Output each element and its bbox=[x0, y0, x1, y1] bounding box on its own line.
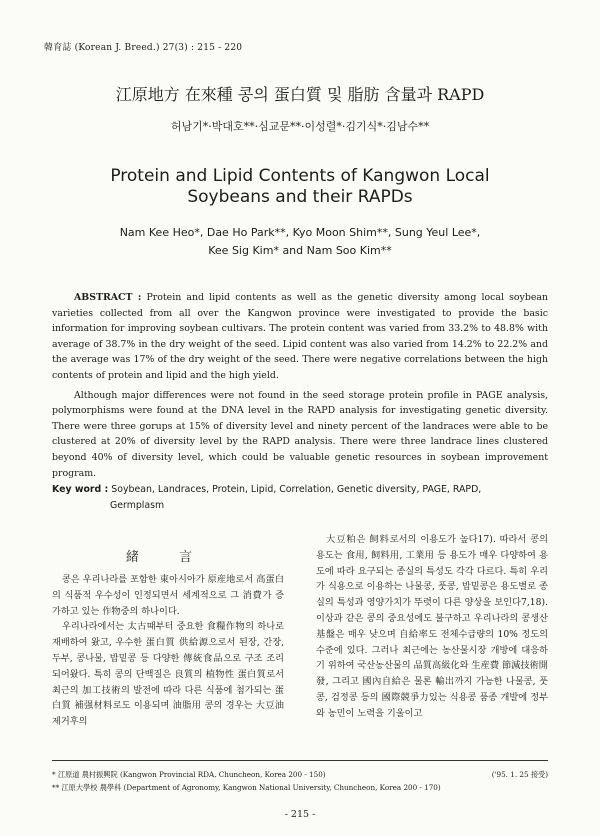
footnotes bbox=[52, 768, 548, 794]
abstract-paragraph-2: Although major differences were not found in the seed storage protein profile in PAGE analysis, polymorphisms were found at the DNA level in the RAPD analysis for investigating genetic diversity. There were three gorups at 15% of diversity level and ninety percent of the landraces were able to be clustered at 20% of diversity level by the RAPD analysis. There were three landrace lines clustered beyond 40% of diversity level, which could be valuable genetic resources in soybean improvement program. bbox=[52, 389, 548, 479]
korean-authors: 허남기*·박대호**·심교문**·이성렬*·김기식*·김남수** bbox=[170, 120, 430, 133]
keywords bbox=[52, 482, 548, 513]
footnote-1: * 江原道 農村振興院 (Kangwon Provincial RDA, Chuncheon, Korea 200 - 150) bbox=[52, 770, 326, 779]
page-number: - 215 - bbox=[284, 809, 316, 820]
left-column bbox=[52, 572, 284, 730]
english-title-line-1: Protein and Lipid Contents of Kangwon Local bbox=[110, 166, 490, 186]
abstract-text-1: Protein and lipid contents as well as the genetic diversity among local soybean varieties collected from all over the Kangwon province were investigated to provide the basic information for improving soybean cultivars. The protein content was varied from 33.2% to 48.8% with average of 38.7% in the dry weight of the seed. Lipid content was also varied from 14.2% to 22.2% and the average was 17% of the dry weight of the seed. There were negative correlations between the high contents of protein and lipid and the high yield. bbox=[52, 292, 548, 381]
journal-header: 韓育誌 (Korean J. Breed.) 27(3) : 215 - 220 bbox=[44, 43, 243, 53]
received-date: ('95. 1. 25 接受) bbox=[491, 770, 548, 779]
right-paragraph-1: 大豆粕은 飼料로서의 이용도가 높다17). 따라서 콩의 용도는 食用, 飼料用, 工業用 등 용도가 매우 다양하여 용도에 따라 요구되는 종실의 특성도 각각 다르다. 특히 우리가 식용으로 이용하는 나물콩, 풋콩, 밥밑콩은 용도별로 종실의 특성과 영양가치가 뚜렷이 다른 양상을 보인다7,18). 이상과 같은 콩의 중요성에도 불구하고 우리나라의 콩생산 基盤은 매우 낮으며 自給率도 전체수급량의 10% 정도의 수준에 있다. 그러나 최근에는 농산물시장 개방에 대응하기 위하여 국산농산물의 品質高級化와 生産費 節減技術開發, 그리고 國內自給은 물론 輸出까지 가능한 나물콩, 풋콩, 검정콩 등의 國際競爭力있는 식용콩 품종 개발에 정부와 농민이 노력을 기울이고 bbox=[316, 534, 548, 719]
right-column bbox=[316, 532, 548, 722]
footnote-1-row bbox=[52, 768, 548, 781]
keywords-line-1 bbox=[52, 482, 548, 498]
footnote-2: ** 江原大學校 農學科 (Department of Agronomy, Kangwon National University, Chuncheon, Korea 200 - 170) bbox=[52, 783, 441, 792]
english-authors bbox=[0, 224, 600, 260]
korean-title: 江原地方 在來種 콩의 蛋白質 및 脂肪 含量과 RAPD bbox=[115, 85, 485, 104]
abstract bbox=[52, 290, 548, 485]
keywords-text: Soybean, Landraces, Protein, Lipid, Correlation, Genetic diversity, PAGE, RAPD, bbox=[111, 484, 482, 495]
abstract-paragraph-1 bbox=[52, 290, 548, 384]
left-paragraph-2: 우리나라에서는 太古때부터 중요한 食糧作物의 하나로 재배하여 왔고, 우수한 蛋白質 供給源으로서 된장, 간장, 두부, 콩나물, 밥밑콩 등 다양한 傳統食品으로 구조 조리 되어왔다. 특히 콩의 단백질은 良質의 植物性 蛋白質로서 최근의 加工技術의 발전에 따라 다른 식품에 첨가되는 蛋白質 補强材料로도 이용되며 油脂用 콩의 경우는 大豆油 제거후의 bbox=[52, 621, 284, 728]
keywords-label: Key word : bbox=[52, 484, 109, 495]
footnote-divider bbox=[52, 760, 548, 761]
english-authors-line-1: Nam Kee Heo*, Dae Ho Park**, Kyo Moon Shim**, Sung Yeul Lee*, bbox=[119, 226, 481, 239]
abstract-label: ABSTRACT : bbox=[74, 292, 142, 303]
english-authors-line-2: Kee Sig Kim* and Nam Soo Kim** bbox=[208, 244, 392, 257]
section-heading-introduction: 緒 言 bbox=[125, 550, 211, 565]
left-paragraph-1: 콩은 우리나라를 포함한 東아시아가 原産地로서 高蛋白의 식품적 우수성이 인정되면서 세계적으로 그 消費가 증가하고 있는 作物중의 하나이다. bbox=[52, 574, 284, 617]
footnote-2-row bbox=[52, 781, 548, 794]
english-title bbox=[0, 166, 600, 208]
english-title-line-2: Soybeans and their RAPDs bbox=[187, 187, 413, 207]
keywords-line-2: Germplasm bbox=[110, 499, 165, 511]
